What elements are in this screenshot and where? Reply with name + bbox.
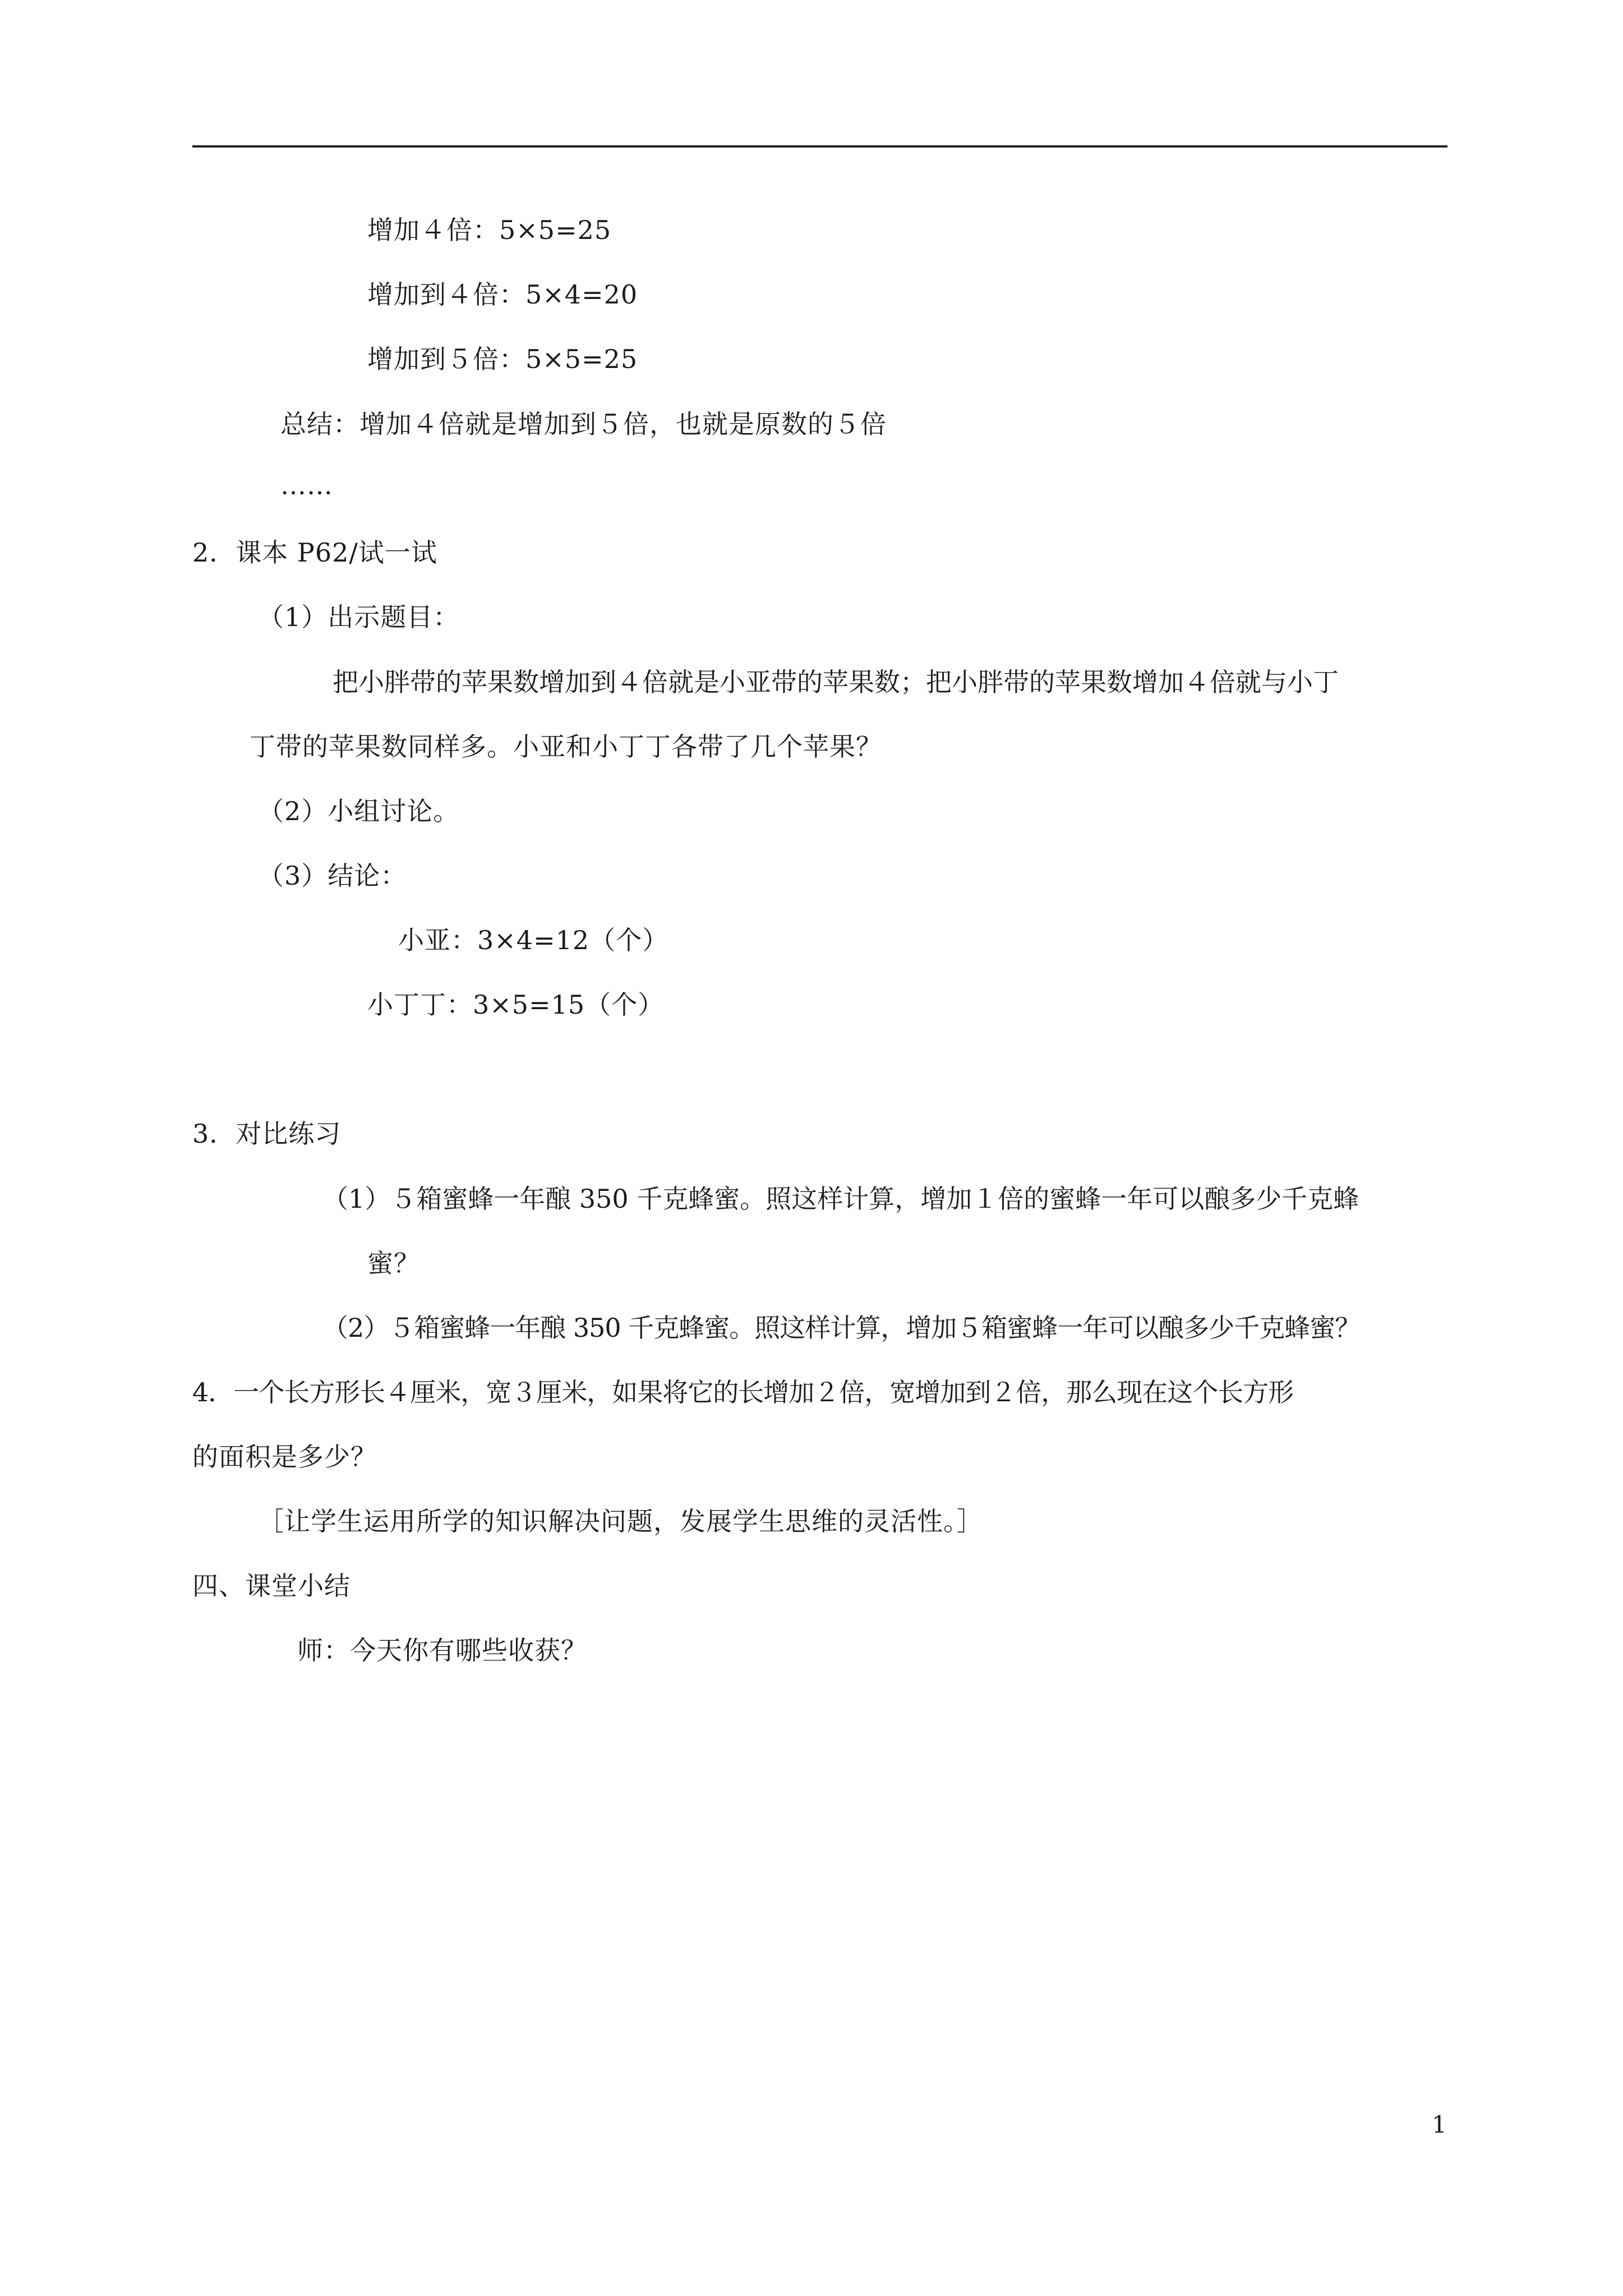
text-line: 把小胖带的苹果数增加到４倍就是小亚带的苹果数；把小胖带的苹果数增加４倍就与小丁 <box>333 667 1339 697</box>
section-heading: 四、课堂小结 <box>192 1571 351 1601</box>
text-line: （3）结论： <box>258 861 407 891</box>
text-line: 小丁丁：3×5=15（个） <box>367 990 665 1020</box>
text-line: （1）５箱蜜蜂一年酿 350 千克蜂蜜。照这样计算，增加１倍的蜜蜂一年可以酿多少千克蜂 <box>322 1184 1359 1214</box>
text-line: 总结：增加４倍就是增加到５倍，也就是原数的５倍 <box>280 409 887 439</box>
text-line: ［让学生运用所学的知识解决问题，发展学生思维的灵活性。］ <box>258 1506 983 1536</box>
text-line: （1）出示题目： <box>258 602 460 632</box>
text-line: 的面积是多少？ <box>192 1442 377 1472</box>
section-heading: 2．课本 P62/试一试 <box>192 537 437 568</box>
page-number: 1 <box>1432 2111 1447 2138</box>
section-heading: 3．对比练习 <box>192 1119 342 1149</box>
text-line: …… <box>280 470 333 500</box>
text-line: 小亚：3×4=12（个） <box>398 925 669 955</box>
text-line: 增加到５倍：5×5=25 <box>367 344 638 374</box>
text-line: 增加４倍：5×5=25 <box>367 215 612 245</box>
text-line: 蜜？ <box>367 1248 420 1278</box>
text-line: 增加到４倍：5×4=20 <box>367 279 638 310</box>
header-rule <box>192 145 1447 148</box>
text-line: 4．一个长方形长４厘米，宽３厘米，如果将它的长增加２倍，宽增加到２倍，那么现在这个长方形 <box>192 1377 1294 1407</box>
text-line: （2）小组讨论。 <box>258 796 460 826</box>
text-line: （2）５箱蜜蜂一年酿 350 千克蜂蜜。照这样计算，增加５箱蜜蜂一年可以酿多少千克蜂蜜？ <box>322 1313 1361 1343</box>
text-line: 师：今天你有哪些收获？ <box>297 1635 587 1665</box>
text-line: 丁带的苹果数同样多。小亚和小丁丁各带了几个苹果？ <box>250 731 882 762</box>
